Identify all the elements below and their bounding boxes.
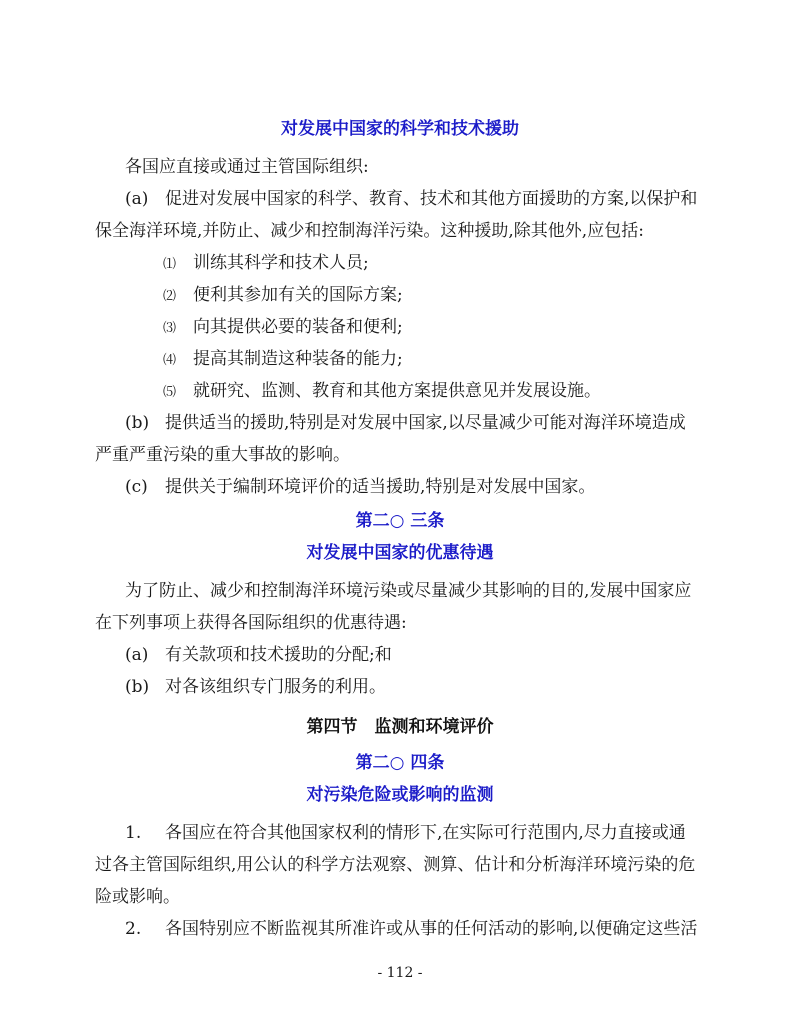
para-2-marker: 2. <box>125 919 142 939</box>
item-a-text-1: 促进对发展中国家的科学、教育、技术和其他方面援助的方案,以保护和 <box>165 189 698 209</box>
item-b-text-1: 提供适当的援助,特别是对发展中国家,以尽量减少可能对海洋环境造成 <box>165 413 686 433</box>
item-c-text-1: 提供关于编制环境评价的适当援助,特别是对发展中国家。 <box>165 477 596 497</box>
para-2-text-1: 各国特别应不断监视其所准许或从事的任何活动的影响,以便确定这些活 <box>165 919 698 939</box>
sub-item-4-marker: ⑷ <box>163 353 177 368</box>
para-2-line-1 <box>125 918 697 940</box>
sub-item-1-marker: ⑴ <box>163 257 177 272</box>
item-c-line-1 <box>125 476 595 498</box>
article-204-title: 对污染危险或影响的监测 <box>306 785 494 805</box>
sub-item-5 <box>163 380 601 404</box>
para-1-line-3: 险或影响。 <box>95 887 180 907</box>
article-203-item-a-text: 有关款项和技术援助的分配;和 <box>165 645 392 665</box>
article-203-item-b <box>125 676 386 698</box>
article-203-number: 第二○ 三条 <box>355 511 445 531</box>
article-203-title: 对发展中国家的优惠待遇 <box>306 543 494 563</box>
item-c-marker: (c) <box>125 477 148 497</box>
article-203-item-a-marker: (a) <box>125 645 149 665</box>
sub-item-2 <box>163 284 403 308</box>
article-203-para-line-1: 为了防止、减少和控制海洋环境污染或尽量减少其影响的目的,发展中国家应 <box>125 581 692 601</box>
sub-item-1-text: 训练其科学和技术人员; <box>193 253 369 273</box>
sub-item-3 <box>163 316 403 340</box>
sub-item-3-text: 向其提供必要的装备和便利; <box>193 317 403 337</box>
sub-item-1 <box>163 252 369 276</box>
sub-item-5-text: 就研究、监测、教育和其他方案提供意见并发展设施。 <box>193 381 601 401</box>
section-title: 第四节 监测和环境评价 <box>306 717 494 737</box>
sub-item-2-text: 便利其参加有关的国际方案; <box>193 285 403 305</box>
article-204-number: 第二○ 四条 <box>355 753 445 773</box>
article-199-title: 对发展中国家的科学和技术援助 <box>281 119 519 139</box>
item-a-line-2: 保全海洋环境,并防止、减少和控制海洋污染。这种援助,除其他外,应包括: <box>95 221 644 241</box>
item-b-line-1 <box>125 412 686 434</box>
item-a-marker: (a) <box>125 189 149 209</box>
sub-item-4-text: 提高其制造这种装备的能力; <box>193 349 403 369</box>
article-203-item-b-marker: (b) <box>125 677 150 697</box>
item-b-line-2: 严重严重污染的重大事故的影响。 <box>95 445 350 465</box>
sub-item-3-marker: ⑶ <box>163 321 177 336</box>
article-203-item-b-text: 对各该组织专门服务的利用。 <box>165 677 386 697</box>
sub-item-4 <box>163 348 403 372</box>
para-1-line-1 <box>125 822 686 844</box>
item-b-marker: (b) <box>125 413 150 433</box>
para-1-text-1: 各国应在符合其他国家权利的情形下,在实际可行范围内,尽力直接或通 <box>165 823 686 843</box>
sub-item-2-marker: ⑵ <box>163 289 177 304</box>
item-a-line-1 <box>125 188 697 210</box>
para-1-line-2: 过各主管国际组织,用公认的科学方法观察、测算、估计和分析海洋环境污染的危 <box>95 855 696 875</box>
sub-item-5-marker: ⑸ <box>163 385 177 400</box>
para-1-marker: 1. <box>125 823 142 843</box>
intro-text: 各国应直接或通过主管国际组织: <box>125 157 369 177</box>
article-203-item-a <box>125 644 392 666</box>
article-203-para-line-2: 在下列事项上获得各国际组织的优惠待遇: <box>95 613 407 633</box>
page-number: - 112 - <box>377 965 423 981</box>
